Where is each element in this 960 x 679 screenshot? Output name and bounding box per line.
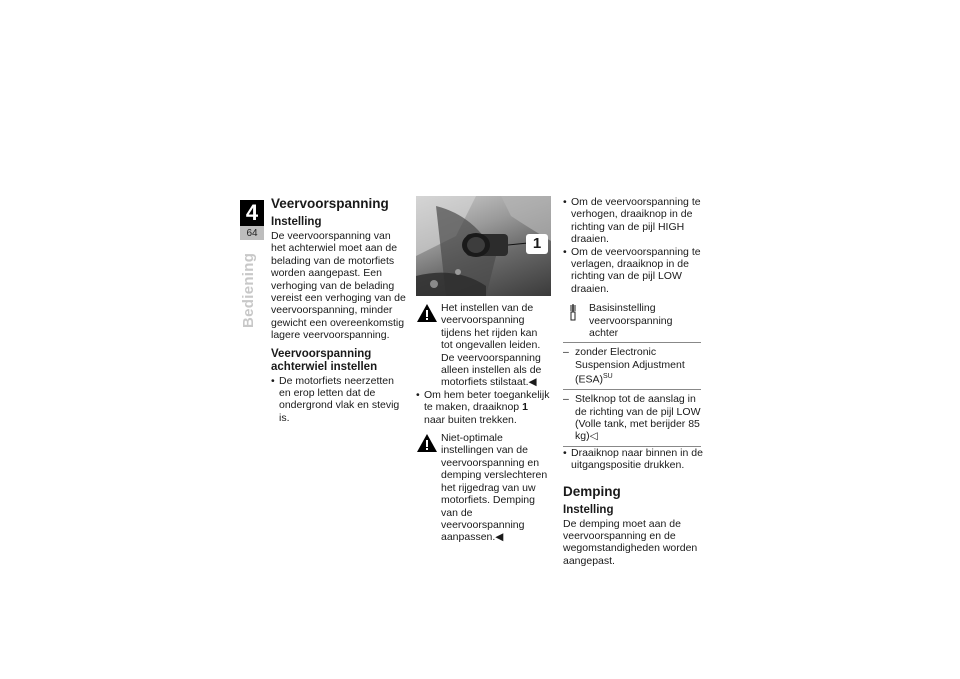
- column-1: [271, 196, 406, 424]
- subsection-title-instelling: Instelling: [563, 503, 614, 516]
- bullet-icon: •: [271, 374, 275, 387]
- bullet-icon: •: [563, 446, 567, 459]
- info-item: – zonder Electronic Suspension Adjustment (ESA)$^{SU}$: [563, 342, 701, 389]
- info-header: Basisinstelling veervoorspanning achter: [589, 302, 673, 340]
- subsection-title-instelling: Instelling: [271, 216, 322, 228]
- subsection-title-achterwiel: Veervoorspanning achterwiel instellen: [271, 347, 378, 373]
- bullet-icon: •: [563, 245, 567, 258]
- list-item: • Om de veervoorspanning te verlagen, draaiknop in de richting van de pijl LOW draaien.: [563, 245, 701, 295]
- section-title-veervoorspanning: Veervoorspanning: [271, 196, 389, 211]
- section-title-demping: Demping: [563, 483, 621, 499]
- paragraph-veervoorspanning: De veervoorspanning van het achterwiel moet aan de belading van de motorfiets worden aangepast. Een verhoging van de belading vereist een verhoging van de veervoorspanning, minder gewicht een overeenkomstig lagere veervoorspanning.: [271, 230, 406, 342]
- column-2: [416, 196, 551, 544]
- suspension-knob-photo: [416, 196, 551, 296]
- callout-label: 1: [526, 234, 548, 254]
- info-item: – Stelknop tot de aanslag in de richting van de pijl LOW (Volle tank, met berijder 85 kg)◁: [563, 389, 701, 447]
- column-3: [563, 196, 703, 567]
- list-item: • De motorfiets neerzetten en erop letten dat de ondergrond vlak en stevig is.: [271, 374, 400, 424]
- warning-icon: [416, 432, 438, 454]
- warning-icon: [416, 302, 438, 324]
- warning-note-2: Niet-optimale instellingen van de veervoorspanning en demping verslechteren het rijgedrag van uw motorfiets. Demping van de veervoorspanning aanpassen.◀: [416, 432, 551, 544]
- warning-note-1: Het instellen van de veervoorspanning tijdens het rijden kan tot ongevallen leiden. De veervoorspanning alleen instellen als de motorfiets stilstaat.◀: [416, 302, 551, 389]
- chapter-number: 4: [240, 200, 264, 226]
- list-item: • Draaiknop naar binnen in de uitgangspositie drukken.: [563, 446, 703, 472]
- list-item: • Om de veervoorspanning te verhogen, draaiknop in de richting van de pijl HIGH draaien.: [563, 196, 701, 246]
- basic-setting-box: [563, 299, 701, 447]
- bullet-icon: •: [563, 196, 567, 208]
- wrench-spring-icon: [563, 302, 585, 324]
- chapter-side-label: Bediening: [240, 252, 257, 328]
- page-number: 64: [240, 226, 264, 240]
- list-item: • Om hem beter toegankelijk te maken, draaiknop 1 naar buiten trekken.: [416, 388, 550, 426]
- paragraph-demping: De demping moet aan de veervoorspanning en de wegomstandigheden worden aangepast.: [563, 517, 698, 567]
- bullet-icon: •: [416, 388, 420, 401]
